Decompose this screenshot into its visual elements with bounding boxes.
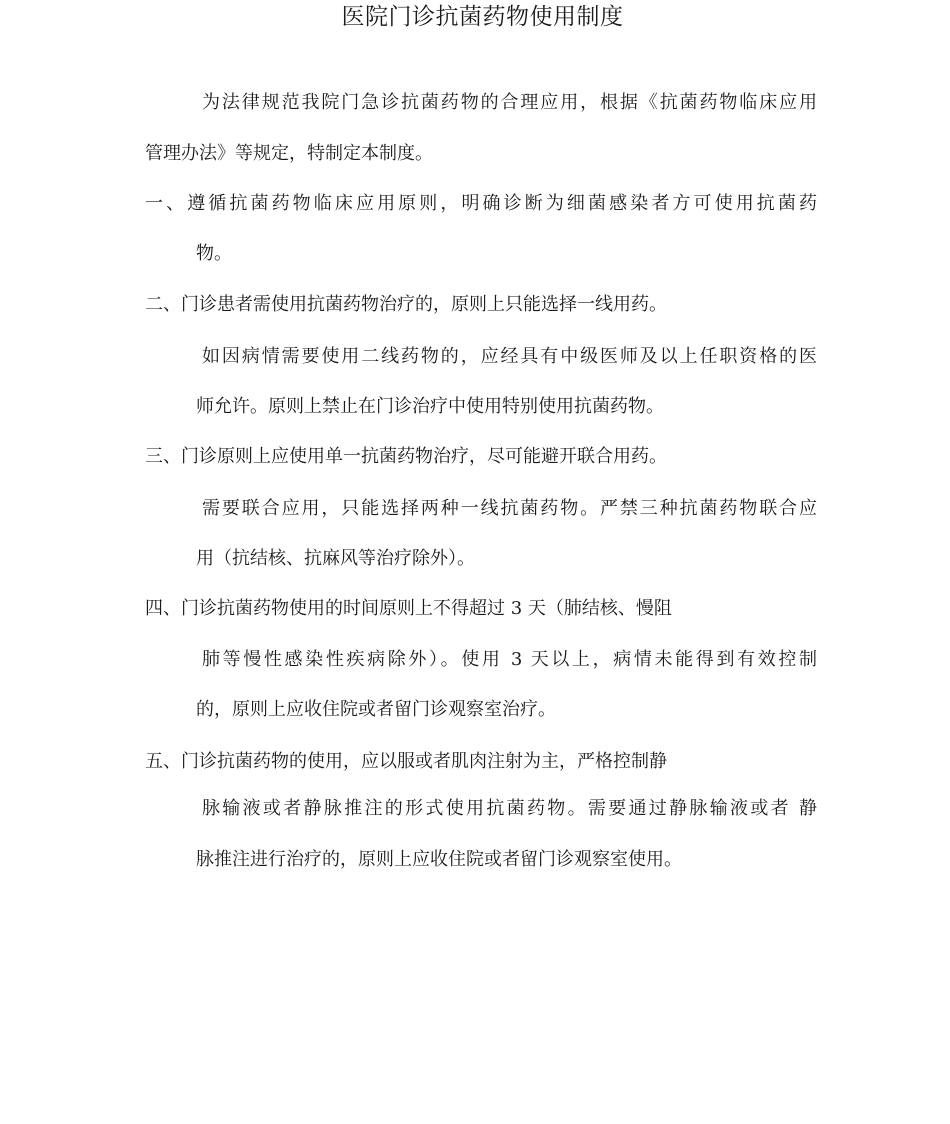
item-2-line-1: 二、门诊患者需使用抗菌药物治疗的，原则上只能选择一线用药。 <box>145 294 667 315</box>
item-3-line-3: 用（抗结核、抗麻风等治疗除外）。 <box>196 548 475 569</box>
item-2-line-3: 师允许。原则上禁止在门诊治疗中使用特别使用抗菌药物。 <box>196 396 664 417</box>
intro-line-2: 管理办法》等规定，特制定本制度。 <box>145 143 433 164</box>
item-3-line-1: 三、门诊原则上应使用单一抗菌药物治疗，尽可能避开联合用药。 <box>145 446 667 467</box>
document-title: 医院门诊抗菌药物使用制度 <box>341 4 624 30</box>
item-1-line-1: 一、遵循抗菌药物临床应用原则，明确诊断为细菌感染者方可使用抗菌药 <box>145 193 817 214</box>
item-5-line-2: 脉输液或者静脉推注的形式使用抗菌药物。需要通过静脉输液或者 静 <box>202 798 817 819</box>
item-1-line-2: 物。 <box>196 243 232 264</box>
item-5-line-3: 脉推注进行治疗的，原则上应收住院或者留门诊观察室使用。 <box>196 849 682 870</box>
item-3-line-2: 需要联合应用，只能选择两种一线抗菌药物。严禁三种抗菌药物联合应 <box>202 498 817 519</box>
item-5-line-1: 五、门诊抗菌药物的使用，应以服或者肌肉注射为主，严格控制静 <box>145 751 667 772</box>
item-4-line-2: 肺等慢性感染性疾病除外）。使用 3 天以上，病情未能得到有效控制 <box>202 649 817 670</box>
item-2-line-2: 如因病情需要使用二线药物的，应经具有中级医师及以上任职资格的医 <box>202 346 817 367</box>
intro-line-1: 为法律规范我院门急诊抗菌药物的合理应用，根据《抗菌药物临床应用 <box>202 92 817 113</box>
item-4-line-1: 四、门诊抗菌药物使用的时间原则上不得超过 3 天（肺结核、慢阻 <box>145 598 672 619</box>
item-4-line-3: 的，原则上应收住院或者留门诊观察室治疗。 <box>196 699 556 720</box>
